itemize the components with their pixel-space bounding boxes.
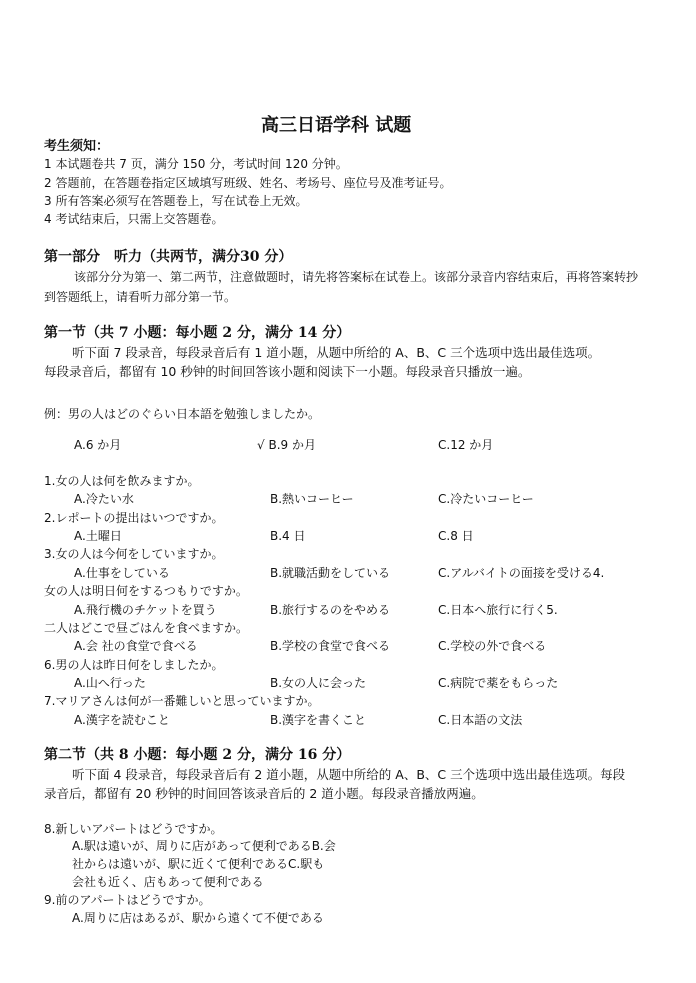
option-line: A.駅は遠いが、周りに店があって便利であるB.会 — [72, 839, 336, 853]
section2-heading: 第二节（共 8 小题：每小题 2 分，满分 16 分） — [44, 747, 351, 763]
question-text: 3.女の人は今何をしていますか。 — [44, 547, 224, 561]
question-text: 二人はどこで昼ごはんを食べますか。 — [44, 621, 249, 635]
option-a: A.土曜日 — [74, 529, 122, 543]
page-title: 高三日语学科 试题 — [261, 115, 412, 136]
option-line: A.周りに店はあるが、駅から遠くて不便である — [72, 911, 324, 925]
option-a: A.冷たい水 — [74, 492, 134, 506]
option-b: B.熱いコーヒー — [270, 492, 354, 506]
option-b: B.女の人に会った — [270, 676, 367, 690]
option-line: 社からは遠いが、駅に近くて便利であるC.駅も — [72, 857, 325, 871]
example-option-b: √ B.9 か月 — [257, 438, 316, 452]
option-c: C.8 日 — [438, 529, 474, 543]
option-b: B.旅行するのをやめる — [270, 603, 391, 617]
option-a: A.飛行機のチケットを買う — [74, 603, 217, 617]
notice-item: 2 答题前，在答题卷指定区域填写班级、姓名、考场号、座位号及准考证号。 — [44, 176, 452, 190]
question-text: 8.新しいアパートはどうですか。 — [44, 822, 223, 836]
question-text: 9.前のアパートはどうですか。 — [44, 893, 211, 907]
question-text: 女の人は明日何をするつもりですか。 — [44, 584, 248, 598]
option-c: C.冷たいコーヒー — [438, 492, 534, 506]
option-line: 会社も近く、店もあって便利である — [72, 875, 264, 889]
part1-instruction: 该部分分为第一、第二两节，注意做题时，请先将答案标在试卷上。该部分录音内容结束后，再将答案转抄 — [74, 270, 639, 284]
part1-instruction: 到答题纸上，请看听力部分第一节。 — [44, 290, 237, 304]
option-b: B.学校の食堂で食べる — [270, 639, 391, 653]
section2-instruction: 听下面 4 段录音，每段录音后有 2 道小题，从题中所给的 A、B、C 三个选项中选出最佳选项。每段 — [72, 767, 626, 782]
notice-item: 3 所有答案必须写在答题卷上，写在试卷上无效。 — [44, 194, 308, 208]
example-option-c: C.12 か月 — [438, 438, 494, 452]
option-a: A.会 社の食堂で食べる — [74, 639, 198, 653]
option-a: A.仕事をしている — [74, 566, 170, 580]
part1-heading: 第一部分 听力（共两节，满分30 分） — [44, 249, 293, 265]
example-option-a: A.6 か月 — [74, 438, 122, 452]
option-c: C.病院で薬をもらった — [438, 676, 559, 690]
option-c: C.アルバイトの面接を受ける4. — [438, 566, 605, 580]
question-text: 1.女の人は何を飲みますか。 — [44, 474, 200, 488]
question-text: 6.男の人は昨日何をしましたか。 — [44, 658, 224, 672]
option-b: B.4 日 — [270, 529, 306, 543]
option-a: A.山へ行った — [74, 676, 146, 690]
notice-item: 1 本试题卷共 7 页，满分 150 分，考试时间 120 分钟。 — [44, 157, 348, 171]
option-c: C.日本語の文法 — [438, 713, 523, 727]
question-text: 7.マリアさんは何が一番難しいと思っていますか。 — [44, 694, 320, 708]
option-b: B.漢字を書くこと — [270, 713, 367, 727]
option-c: C.日本へ旅行に行く5. — [438, 603, 558, 617]
question-text: 2.レポートの提出はいつですか。 — [44, 511, 224, 525]
section1-instruction: 听下面 7 段录音，每段录音后有 1 道小题，从题中所给的 A、B、C 三个选项中选出最佳选项。 — [72, 345, 601, 360]
section2-instruction: 录音后，都留有 20 秒钟的时间回答该录音后的 2 道小题。每段录音播放两遍。 — [44, 786, 484, 801]
notice-heading: 考生须知： — [44, 139, 110, 154]
option-b: B.就職活動をしている — [270, 566, 391, 580]
option-a: A.漢字を読むこと — [74, 713, 170, 727]
section1-heading: 第一节（共 7 小题：每小题 2 分，满分 14 分） — [44, 325, 351, 341]
example-question: 例：男の人はどのぐらい日本語を勉強しましたか。 — [44, 407, 321, 421]
option-c: C.学校の外で食べる — [438, 639, 547, 653]
notice-item: 4 考试结束后，只需上交答题卷。 — [44, 212, 224, 226]
section1-instruction: 每段录音后，都留有 10 秒钟的时间回答该小题和阅读下一小题。每段录音只播放一遍。 — [44, 364, 531, 379]
